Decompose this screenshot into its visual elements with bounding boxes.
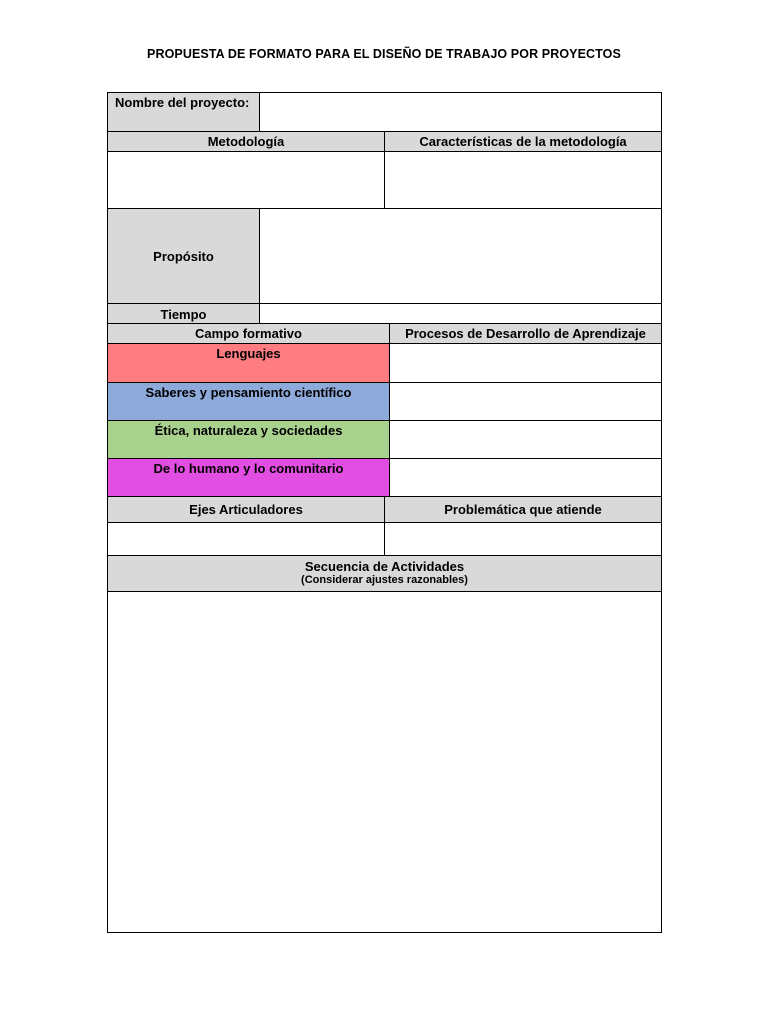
purpose-label: Propósito bbox=[107, 208, 260, 304]
project-name-field[interactable] bbox=[259, 92, 662, 132]
problem-field[interactable] bbox=[384, 522, 662, 556]
axes-header: Ejes Articuladores bbox=[107, 496, 385, 523]
problem-header: Problemática que atiende bbox=[384, 496, 662, 523]
field-saberes: Saberes y pensamiento científico bbox=[107, 382, 390, 421]
sequence-field[interactable] bbox=[107, 591, 662, 933]
learning-processes-header: Procesos de Desarrollo de Aprendizaje bbox=[389, 323, 662, 344]
project-name-label-text: Nombre del proyecto: bbox=[115, 95, 250, 110]
time-field[interactable] bbox=[259, 303, 662, 324]
methodology-characteristics-field[interactable] bbox=[384, 151, 662, 209]
field-etica: Ética, naturaleza y sociedades bbox=[107, 420, 390, 459]
methodology-header: Metodología bbox=[107, 131, 385, 152]
time-label: Tiempo bbox=[107, 303, 260, 324]
purpose-field[interactable] bbox=[259, 208, 662, 304]
field-lenguajes-process[interactable] bbox=[389, 343, 662, 383]
document-title: PROPUESTA DE FORMATO PARA EL DISEÑO DE TRABAJO POR PROYECTOS bbox=[147, 47, 621, 61]
field-humano: De lo humano y lo comunitario bbox=[107, 458, 390, 497]
field-etica-process[interactable] bbox=[389, 420, 662, 459]
project-name-label bbox=[107, 92, 260, 132]
methodology-field[interactable] bbox=[107, 151, 385, 209]
sequence-note: (Considerar ajustes razonables) bbox=[301, 574, 468, 586]
field-humano-process[interactable] bbox=[389, 458, 662, 497]
methodology-characteristics-header: Características de la metodología bbox=[384, 131, 662, 152]
axes-field[interactable] bbox=[107, 522, 385, 556]
sequence-title: Secuencia de Actividades bbox=[304, 559, 465, 574]
field-saberes-process[interactable] bbox=[389, 382, 662, 421]
field-lenguajes: Lenguajes bbox=[107, 343, 390, 383]
sequence-header bbox=[107, 555, 662, 592]
formative-field-header: Campo formativo bbox=[107, 323, 390, 344]
